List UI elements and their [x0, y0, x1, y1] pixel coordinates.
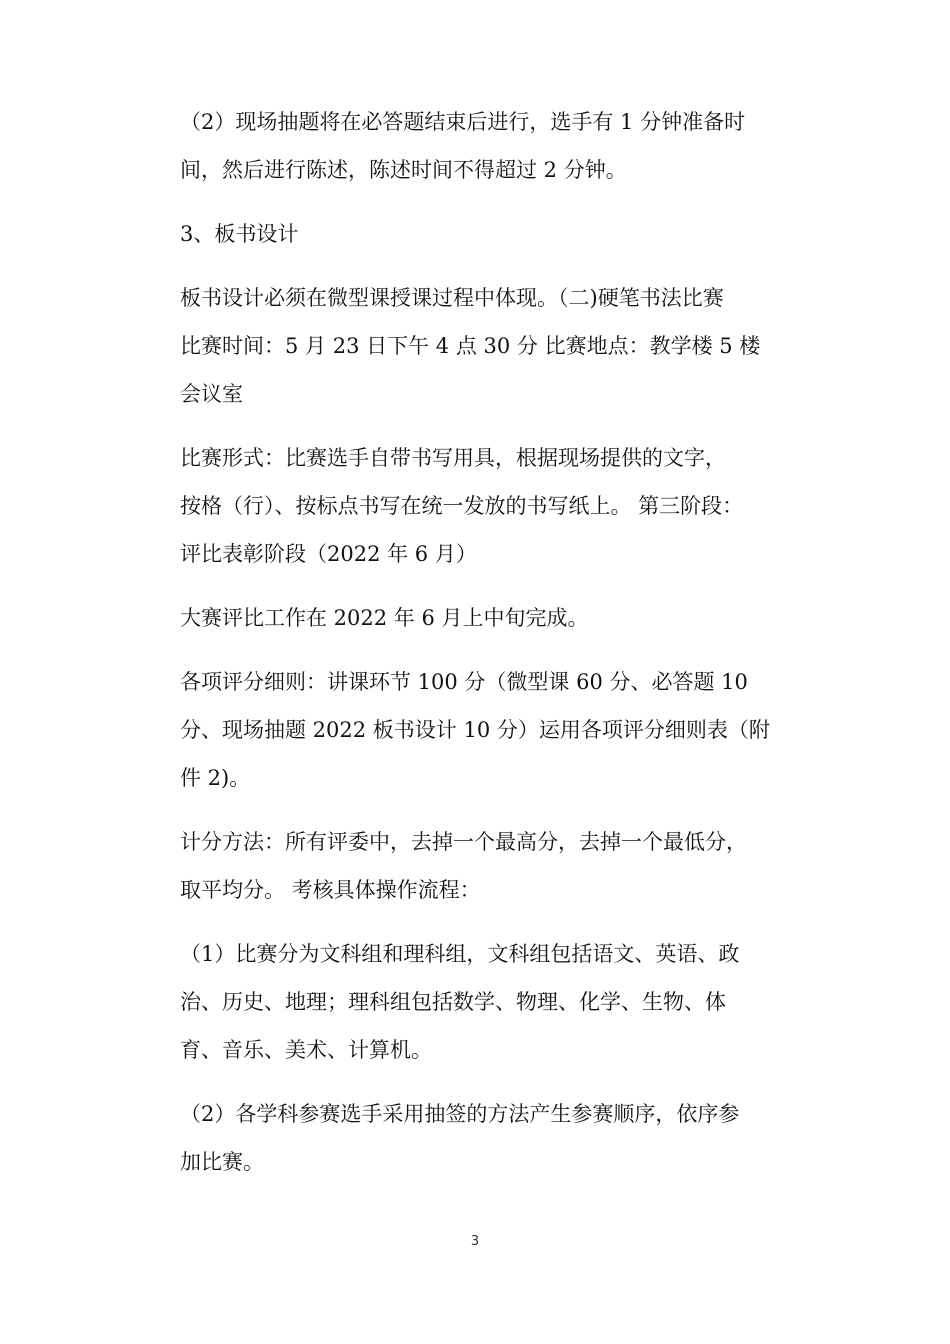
section-heading-blackboard-design [180, 210, 780, 258]
text-line: （2）各学科参赛选手采用抽签的方法产生参赛顺序，依序参 [180, 1102, 740, 1126]
text-line: 大赛评比工作在 2022 年 6 月上中旬完成。 [180, 606, 589, 630]
paragraph-blackboard-and-calligraphy [180, 274, 780, 418]
text-line: 评比表彰阶段（2022 年 6 月） [180, 542, 477, 566]
text-line: 3、板书设计 [180, 222, 299, 246]
paragraph-scoring-method [180, 818, 780, 914]
text-line: 比赛时间：5 月 23 日下午 4 点 30 分 比赛地点：教学楼 5 楼 [180, 334, 761, 358]
text-line: 件 2)。 [180, 766, 251, 790]
text-line: 比赛形式：比赛选手自带书写用具，根据现场提供的文字， [180, 446, 726, 470]
text-line: 加比赛。 [180, 1150, 264, 1174]
paragraph-draw-order [180, 1090, 780, 1186]
text-line: 取平均分。 考核具体操作流程： [180, 878, 481, 902]
text-line: 板书设计必须在微型课授课过程中体现。（二)硬笔书法比赛 [180, 286, 724, 310]
text-line: （2）现场抽题将在必答题结束后进行，选手有 1 分钟准备时 [180, 110, 746, 134]
text-line: 间，然后进行陈述，陈述时间不得超过 2 分钟。 [180, 158, 627, 182]
text-line: （1）比赛分为文科组和理科组，文科组包括语文、英语、政 [180, 942, 740, 966]
text-line: 各项评分细则：讲课环节 100 分（微型课 60 分、必答题 10 [180, 670, 748, 694]
paragraph-on-site-question [180, 98, 780, 194]
text-line: 会议室 [180, 382, 243, 406]
text-line: 育、音乐、美术、计算机。 [180, 1038, 432, 1062]
text-line: 按格（行）、按标点书写在统一发放的书写纸上。 第三阶段： [180, 494, 744, 518]
text-line: 计分方法：所有评委中，去掉一个最高分，去掉一个最低分， [180, 830, 747, 854]
paragraph-groups [180, 930, 780, 1074]
paragraph-scoring-rules [180, 658, 780, 802]
page-number: 3 [470, 1234, 480, 1249]
paragraph-competition-format [180, 434, 780, 578]
text-line: 分、现场抽题 2022 板书设计 10 分）运用各项评分细则表（附 [180, 718, 770, 742]
paragraph-evaluation-completion [180, 594, 780, 642]
text-line: 治、历史、地理；理科组包括数学、物理、化学、生物、体 [180, 990, 726, 1014]
